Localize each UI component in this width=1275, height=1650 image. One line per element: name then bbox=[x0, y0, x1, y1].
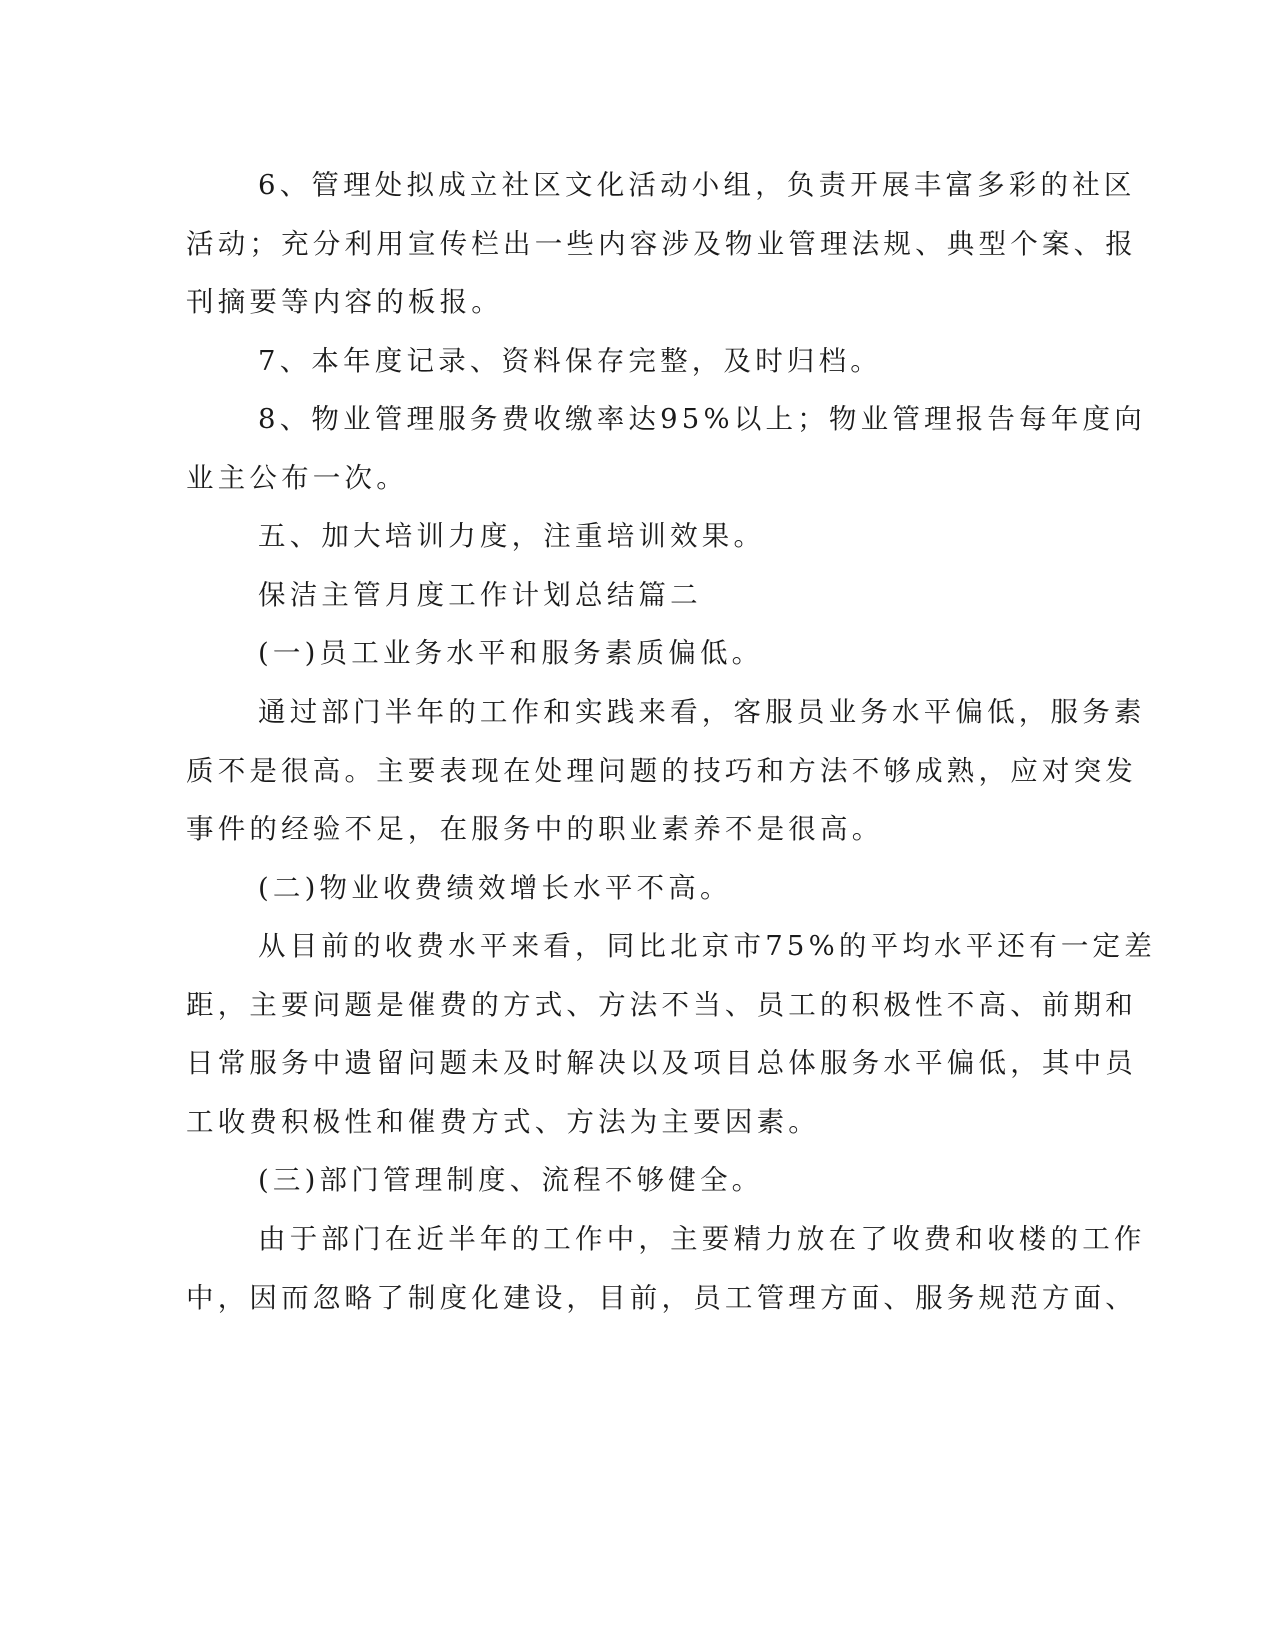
paragraph-line: 业主公布一次。 bbox=[186, 462, 408, 494]
paragraph-line: 工收费积极性和催费方式、方法为主要因素。 bbox=[186, 1106, 820, 1138]
paragraph-line: 日常服务中遗留问题未及时解决以及项目总体服务水平偏低，其中员 bbox=[186, 1047, 1137, 1079]
paragraph-line: 由于部门在近半年的工作中，主要精力放在了收费和收楼的工作 bbox=[258, 1223, 1146, 1255]
paragraph-line: 活动；充分利用宣传栏出一些内容涉及物业管理法规、典型个案、报 bbox=[186, 228, 1137, 260]
paragraph-line: 刊摘要等内容的板报。 bbox=[186, 286, 503, 318]
paragraph-line: 距，主要问题是催费的方式、方法不当、员工的积极性不高、前期和 bbox=[186, 989, 1137, 1021]
paragraph-line: 6、管理处拟成立社区文化活动小组，负责开展丰富多彩的社区 bbox=[258, 169, 1136, 201]
subsection-heading: (二)物业收费绩效增长水平不高。 bbox=[258, 872, 732, 904]
paragraph-line: 7、本年度记录、资料保存完整，及时归档。 bbox=[258, 345, 882, 377]
subsection-heading: (一)员工业务水平和服务素质偏低。 bbox=[258, 637, 764, 669]
paragraph-line: 质不是很高。主要表现在处理问题的技巧和方法不够成熟，应对突发 bbox=[186, 755, 1137, 787]
section-heading: 保洁主管月度工作计划总结篇二 bbox=[258, 579, 702, 611]
subsection-heading: (三)部门管理制度、流程不够健全。 bbox=[258, 1164, 764, 1196]
paragraph-line: 从目前的收费水平来看，同比北京市75%的平均水平还有一定差 bbox=[258, 930, 1156, 962]
paragraph-line: 事件的经验不足，在服务中的职业素养不是很高。 bbox=[186, 813, 884, 845]
paragraph-line: 8、物业管理服务费收缴率达95%以上；物业管理报告每年度向 bbox=[258, 403, 1146, 435]
paragraph-line: 中，因而忽略了制度化建设，目前，员工管理方面、服务规范方面、 bbox=[186, 1282, 1137, 1314]
section-heading: 五、加大培训力度，注重培训效果。 bbox=[258, 520, 766, 552]
paragraph-line: 通过部门半年的工作和实践来看，客服员业务水平偏低，服务素 bbox=[258, 696, 1146, 728]
